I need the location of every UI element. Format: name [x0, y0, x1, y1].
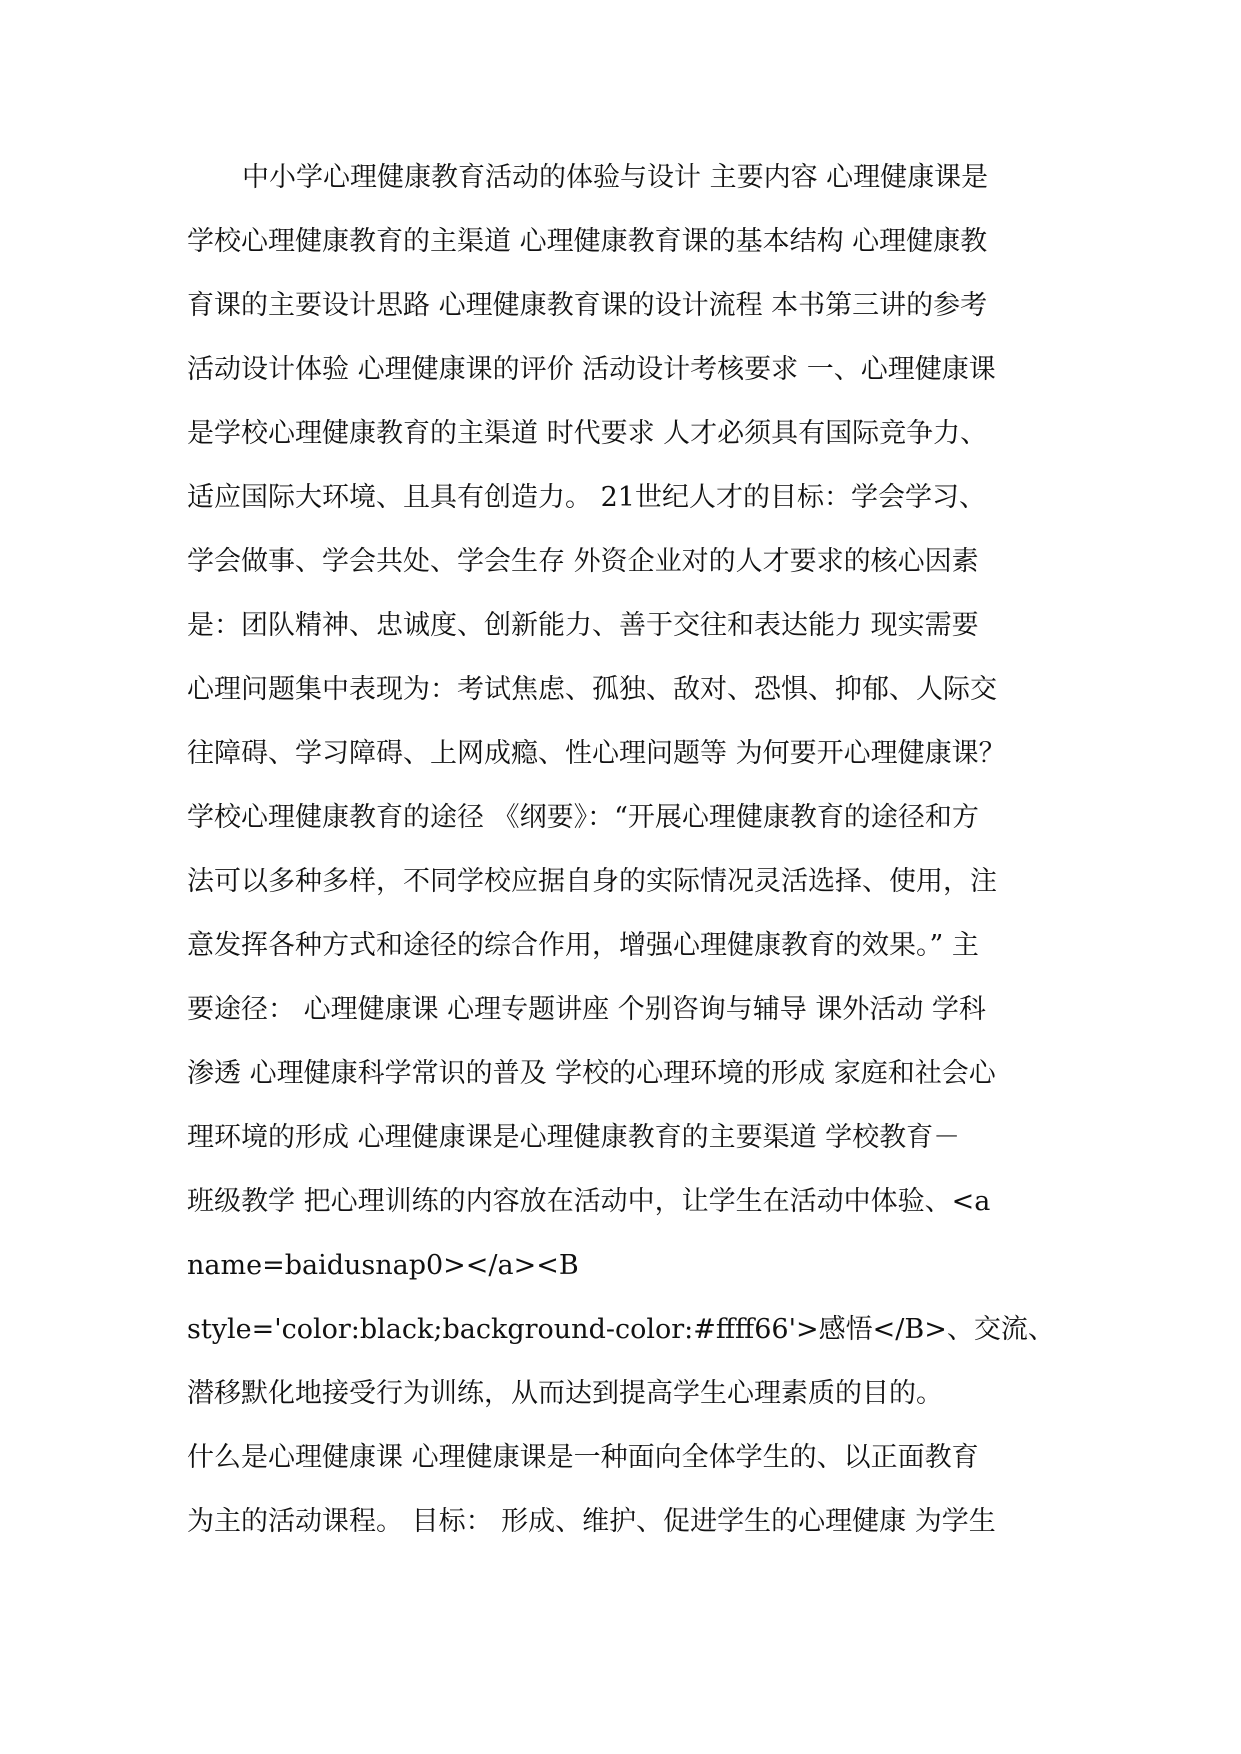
text-line-10: 往障碍、学习障碍、上网成瘾、性心理问题等 为何要开心理健康课？: [187, 738, 1006, 769]
text-line-5: 是学校心理健康教育的主渠道 时代要求 人才必须具有国际竞争力、: [187, 418, 988, 449]
text-line-2: 学校心理健康教育的主渠道 心理健康教育课的基本结构 心理健康教: [187, 226, 988, 257]
text-line-14: 要途径： 心理健康课 心理专题讲座 个别咨询与辅导 课外活动 学科: [187, 994, 986, 1025]
text-line-6: 适应国际大环境、且具有创造力。 21世纪人才的目标：学会学习、: [187, 482, 986, 513]
text-line-21: 什么是心理健康课 心理健康课是一种面向全体学生的、以正面教育: [187, 1442, 979, 1473]
text-line-8: 是：团队精神、忠诚度、创新能力、善于交往和表达能力 现实需要: [187, 610, 979, 641]
document-body: [187, 160, 1067, 1568]
text-line-3: 育课的主要设计思路 心理健康教育课的设计流程 本书第三讲的参考: [187, 290, 988, 321]
text-line-12: 法可以多种多样，不同学校应据自身的实际情况灵活选择、使用，注: [187, 866, 997, 897]
text-line-17: 班级教学 把心理训练的内容放在活动中，让学生在活动中体验、<a: [187, 1186, 991, 1217]
text-line-18: name=baidusnap0></a><B: [187, 1250, 579, 1281]
text-line-19: style='color:black;background-color:#ffff66'>感悟</B>、交流、: [187, 1314, 1055, 1345]
text-line-11: 学校心理健康教育的途径 《纲要》：“开展心理健康教育的途径和方: [187, 802, 979, 833]
text-line-13: 意发挥各种方式和途径的综合作用，增强心理健康教育的效果。” 主: [187, 930, 979, 961]
text-line-7: 学会做事、学会共处、学会生存 外资企业对的人才要求的核心因素: [187, 546, 979, 577]
text-line-16: 理环境的形成 心理健康课是心理健康教育的主要渠道 学校教育－: [187, 1122, 961, 1153]
text-line-9: 心理问题集中表现为：考试焦虑、孤独、敌对、恐惧、抑郁、人际交: [187, 674, 997, 705]
text-line-20: 潜移默化地接受行为训练，从而达到提高学生心理素质的目的。: [187, 1378, 943, 1409]
text-line-22: 为主的活动课程。 目标： 形成、维护、促进学生的心理健康 为学生: [187, 1506, 996, 1537]
text-line-4: 活动设计体验 心理健康课的评价 活动设计考核要求 一、心理健康课: [187, 354, 996, 385]
text-line-15: 渗透 心理健康科学常识的普及 学校的心理环境的形成 家庭和社会心: [187, 1058, 996, 1089]
text-line-1: 中小学心理健康教育活动的体验与设计 主要内容 心理健康课是: [242, 162, 989, 193]
